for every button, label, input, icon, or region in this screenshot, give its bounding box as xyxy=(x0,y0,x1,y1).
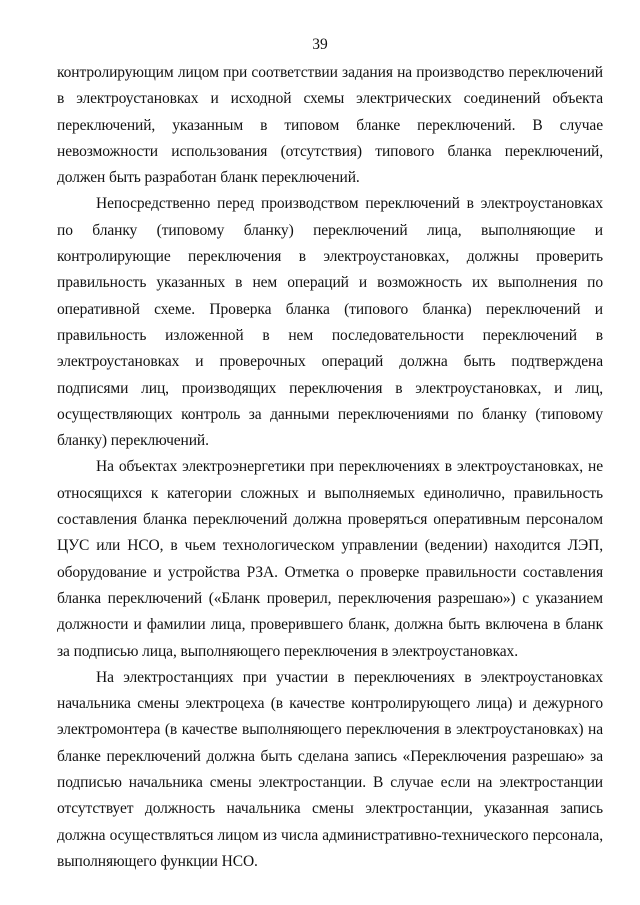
paragraph-power-plants: На электростанциях при участии в переключениях в электроустановках начальника смены электроцеха (в качестве контролирующего лица) и дежурного электромонтера (в качестве выполняющего переключения в электроустановках) на бланке переключений должна быть сделана запись «Переключения разрешаю» за подписью начальника смены электростанции. В случае если на электростанции отсутствует должность начальника смены электростанции, указанная запись должна осуществляться лицом из числа административно-технического персонала, выполняющего функции НСО. xyxy=(57,668,603,870)
page-number: 39 xyxy=(312,36,328,53)
paragraph-simple-switching: На объектах электроэнергетики при переключениях в электроустановках, не относящихся к категории сложных и выполняемых единолично, правильность составления бланка переключений должна проверяться оперативным персоналом ЦУС или НСО, в чьем технологическом управлении (ведении) находится ЛЭП, оборудование и устройства РЗА. Отметка о проверке правильности составления бланка переключений («Бланк проверил, переключения разрешаю») с указанием должности и фамилии лица, проверившего бланк, должна быть включена в бланк за подписью лица, выполняющего переключения в электроустановках. xyxy=(57,458,603,660)
paragraph-continued: контролирующим лицом при соответствии задания на производство переключений в электроустановках и исходной схемы электрических соединений объекта переключений, указанным в типовом бланке переключений. В случае невозможности использования (отсутствия) типового бланка переключений, должен быть разработан бланк переключений. xyxy=(57,64,603,187)
paragraph-switching-form-check: Непосредственно перед производством переключений в электроустановках по бланку (типовому бланку) переключений лица, выполняющие и контролирующие переключения в электроустановках, должны проверить правильность указанных в нем операций и возможность их выполнения по оперативной схеме. Проверка бланка (типового бланка) переключений и правильность изложенной в нем последовательности переключений в электроустановках и проверочных операций должна быть подтверждена подписями лиц, производящих переключения в электроустановках, и лиц, осуществляющих контроль за данными переключениями по бланку (типовому бланку) переключений. xyxy=(57,195,603,450)
page-body xyxy=(57,60,603,875)
